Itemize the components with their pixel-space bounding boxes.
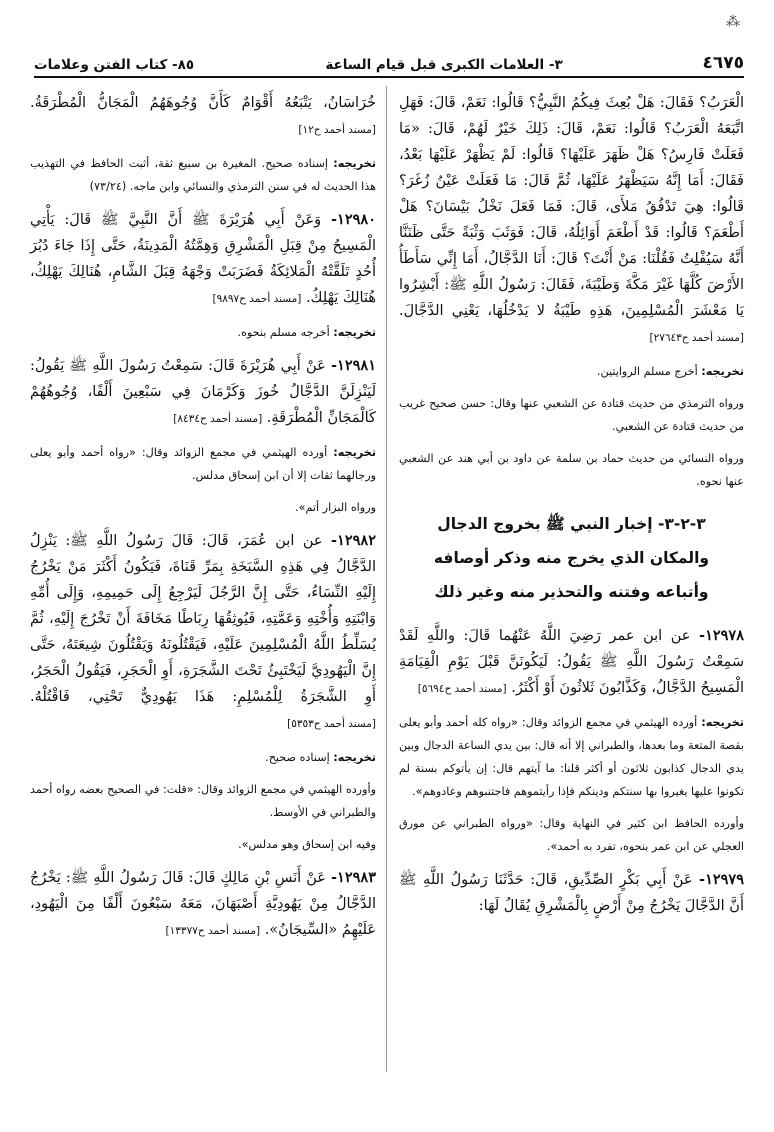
commentary-note: ورواه الترمذي من حديث قتادة عن الشعبي عنها وقال: حسن صحيح غريب من حديث قتادة عن الشعبي. — [399, 397, 744, 433]
hadith-text: عن ابن عمر رَضِيَ اللَّهُ عَنْهُما قَالَ: واللَّهِ لَقَدْ سَمِعْتُ رَسُولَ اللَّهِ ﷺ يَقُولُ: لَيَكُونَنَّ قَبْلَ يَوْمِ الْقِيَامَةِ الْمَسِيحُ الدَّجَّالُ، وَكَذَّابُونَ ثَلاثُونَ أَوْ أَكْثَرُ. — [399, 628, 744, 696]
takhrij-label: تخريجه: — [333, 446, 376, 459]
hadith-number: ١٢٩٨٠- — [331, 211, 376, 228]
takhrij-note — [30, 152, 376, 198]
hadith-number: ١٢٩٨٣- — [331, 869, 376, 886]
hadith-citation: [مسند أحمد ح١٣٣٧٧] — [165, 925, 261, 937]
hadith-text: الْعَرَبُ؟ فَقَالَ: هَلْ بُعِثَ فِيكُمُ النَّبِيُّ؟ قَالُوا: نَعَمْ، قَالَ: فَهَلِ اتَّبَعَهُ الْعَرَبُ؟ قَالُوا: نَعَمْ، قَالَ: ذَلِكَ خَيْرٌ لَهُمْ، قَالَ: «مَا فَعَلَتْ فَارِسُ؟ هَلْ ظَهَرَ عَلَيْهَا؟ قَالُوا: لَمْ يَظْهَرْ عَلَيْهَا بَعْدُ، فَقَالَ: أَمَا إِنَّهُ سَيَظْهَرُ عَلَيْهَا، ثُمَّ قَالَ: مَا فَعَلَتْ عَيْنُ زُغَرَ؟ قَالُوا: هِيَ تَدْفُقُ مَلأَى، قَالَ: فَمَا فَعَلَ نَخْلُ بَيْسَانَ؟ هَلْ أَطْعَمَ؟ قَالُوا: قَدْ أَطْعَمَ أَوَائِلُهُ، قَالَ: فَوَثَبَ وَثْبَةً حَتَّى ظَنَنَّا أَنَّهُ سَيُفْلِتُ فَقُلْنَا: مَنْ أَنْتَ؟ قَالَ: أَنَا الدَّجَّالُ، أَمَا إِنِّي سَأَطَأُ الأَرْضَ كُلَّهَا غَيْرَ مَكَّةَ وَطَيْبَةَ، فَقَالَ: رَسُولُ اللَّهِ ﷺ: أَبْشِرُوا يَا مَعْشَرَ الْمُسْلِمِينَ، هَذِهِ طَيْبَةُ لا يَدْخُلُهَا، يَعْنِي الدَّجَّالَ. — [399, 95, 744, 319]
commentary-note: وأورده الهيثمي في مجمع الزوائد وقال: «قلت: في الصحيح بعضه رواه أحمد والطبراني في الأوسط. — [30, 783, 376, 819]
hadith-text: عن ابن عُمَرَ، قَالَ: قَالَ رَسُولُ اللَّهِ ﷺ: يَنْزِلُ الدَّجَّالُ فِي هَذِهِ السَّبَخَةِ بِمَرِّ قَنَاةَ، فَيَكُونُ أَكْثَرَ مَنْ يَخْرُجُ إِلَيْهِ النِّسَاءُ، حَتَّى إِنَّ الرَّجُلَ لَيَرْجِعُ إِلَى حَمِيمِهِ، وَإِلَى أُمِّهِ وَابْنَتِهِ وَأُخْتِهِ وَعَمَّتِهِ، فَيُوثِقُهَا رِبَاطًا مَخَافَةَ أَنْ تَخْرُجَ إِلَيْهِ، ثُمَّ يُسَلِّطُ اللَّهُ الْمُسْلِمِينَ عَلَيْهِ، فَيَقْتُلُونَهُ وَيَقْتُلُونَ شِيعَتَهُ، حَتَّى إِنَّ الْيَهُودِيَّ لَيَخْتَبِئُ تَحْتَ الشَّجَرَةِ، أَوِ الْحَجَرِ، فَيَقُولُ الْحَجَرُ، أَوِ الشَّجَرَةُ لِلْمُسْلِمِ: هَذَا يَهُودِيٌّ تَحْتِي، فَاقْتُلْهُ. — [30, 533, 376, 705]
column-divider — [386, 86, 387, 1072]
hadith-continuation — [399, 90, 744, 351]
takhrij-label: تخريجه: — [701, 365, 744, 378]
takhrij-note — [399, 711, 744, 803]
hadith-citation: [مسند أحمد ح٥٦٩٤] — [417, 683, 507, 695]
commentary-note: وفيه ابن إسحاق وهو مدلس». — [238, 838, 376, 851]
hadith-number: ١٢٩٧٨- — [699, 627, 745, 644]
hadith-number: ١٢٩٨٢- — [331, 532, 376, 549]
chapter-title: ٣- العلامات الكبرى قبل قيام الساعة — [325, 57, 563, 73]
hadith-text: عَنْ أَبِي بَكْرٍ الصِّدِّيقِ، قَالَ: حَدَّثَنَا رَسُولُ اللَّهِ ﷺ أَنَّ الدَّجَّالَ يَخْرُجُ مِنْ أَرْضٍ بِالْمَشْرِقِ يُقَالُ لَهَا: — [399, 872, 744, 914]
hadith-text: وَعَنْ أَبِي هُرَيْرَةَ ﷺ أَنَّ النَّبِيَّ ﷺ قَالَ: يَأْتِي الْمَسِيحُ مِنْ قِبَلِ الْمَشْرِقِ وَهِمَّتُهُ الْمَدِينَةُ، حَتَّى إِذَا جَاءَ دُبُرَ أُحُدٍ تَلَقَّتْهُ الْمَلائِكَةُ فَضَرَبَتْ وَجْهَهُ قِبَلَ الشَّامِ، هُنَالِكَ يَهْلِكُ، هُنَالِكَ يَهْلِكُ. — [30, 212, 376, 306]
hadith-text: خُرَاسَانُ، يَتْبَعُهُ أَقْوَامٌ كَأَنَّ وُجُوهَهُمُ الْمَجَانُّ الْمُطْرَقَةُ. — [30, 95, 376, 111]
hadith-citation: [مسند أحمد ح٢٧٦٤٣] — [649, 332, 744, 344]
commentary-note: ورواه النسائي من حديث حماد بن سلمة عن داود بن أبي هند عن الشعبي عنها نحوه. — [399, 452, 744, 488]
section-heading-line: والمكان الذي يخرج منه وذكر أوصافه — [433, 549, 710, 567]
corner-mark: ⁂ — [726, 14, 740, 30]
takhrij-label: تخريجه: — [333, 326, 376, 339]
hadith-12981 — [30, 353, 376, 432]
takhrij-text: إسناده صحيح. — [265, 751, 330, 764]
hadith-text: عَنْ أَنَسِ بْنِ مَالِكٍ قَالَ: قَالَ رَسُولُ اللَّهِ ﷺ: يَخْرُجُ الدَّجَّالُ مِنْ يَهُودِيَّةِ أَصْبَهَانَ، مَعَهُ سَبْعُونَ أَلْفًا مِنَ الْيَهُودِ، عَلَيْهِمُ «السِّيجَانُ». — [30, 870, 376, 938]
hadith-number: ١٢٩٨١- — [331, 357, 376, 374]
section-heading — [399, 507, 744, 609]
takhrij-label: تخريجه: — [333, 751, 376, 764]
hadith-number: ١٢٩٧٩- — [699, 871, 745, 888]
takhrij-note — [30, 746, 376, 769]
takhrij-text: إسناده صحيح. المغيرة بن سبيع ثقة، أثبت الحافظ في التهذيب هذا الحديث له في سنن الترمذي والنسائي وابن ماجه. (٧٣/٢٤) — [30, 157, 376, 193]
takhrij-text: أورده الهيثمي في مجمع الزوائد وقال: «رواه كله أحمد وأبو يعلى بقصة المتعة وما بعدها، والطبراني إلا أنه قال: بين يدي الساعة الدجال وبين يدي الدجال كذابون ثلاثون أو أكثر قلنا: ما آيتهم قال: إن يأتوكم بسنة لم تكونوا عليها يغيروا بها سنتكم ودينكم فإذا رأيتموهم فاجتنبوهم وعادوهم». — [399, 716, 744, 798]
commentary-note: ورواه البزار أتم». — [295, 501, 376, 514]
hadith-12982 — [30, 528, 376, 737]
hadith-continuation — [30, 90, 376, 143]
takhrij-note — [399, 360, 744, 383]
hadith-citation: [مسند أحمد ح٨٤٣٤] — [173, 413, 263, 425]
takhrij-note — [30, 441, 376, 487]
hadith-citation: [مسند أحمد ح٩٨٩٧] — [212, 293, 302, 305]
takhrij-label: تخريجه: — [701, 716, 744, 729]
hadith-12983 — [30, 865, 376, 944]
commentary-note: وأورده الحافظ ابن كثير في النهاية وقال: «ورواه الطبراني عن مورق العجلي عن ابن عمر بنحوه، تفرد به أحمد». — [399, 817, 744, 853]
section-heading-line: وأتباعه وفتنه والتحذير منه وغير ذلك — [434, 583, 709, 601]
hadith-12978 — [399, 623, 744, 702]
page-number: ٤٦٧٥ — [702, 53, 744, 73]
hadith-12980 — [30, 207, 376, 312]
hadith-citation: [مسند أحمد ح٥٣٥٣] — [287, 718, 376, 730]
running-header — [34, 48, 744, 78]
hadith-12979 — [399, 867, 744, 919]
right-column — [399, 90, 744, 1092]
hadith-citation: [مسند أحمد ح١٢] — [298, 124, 376, 136]
takhrij-label: تخريجه: — [333, 157, 376, 170]
takhrij-text: أورده الهيثمي في مجمع الزوائد وقال: «رواه أحمد وأبو يعلى ورجالهما ثقات إلا أن ابن إسحاق مدلس. — [30, 446, 376, 482]
book-title: ٨٥- كتاب الفتن وعلامات — [34, 57, 195, 73]
hadith-text: عَنْ أَبِي هُرَيْرَةَ قَالَ: سَمِعْتُ رَسُولَ اللَّهِ ﷺ يَقُولُ: لَيَنْزِلَنَّ الدَّجَّالُ خُوزَ وَكَرْمَانَ فِي سَبْعِينَ أَلْفًا، وُجُوهُهُمْ كَالْمَجَانِّ الْمُطْرَقَةِ. — [30, 358, 376, 426]
section-heading-line: ٣-٢-٣- إخبار النبي ﷺ بخروج الدجال — [437, 515, 706, 533]
takhrij-text: أخرجه مسلم بنحوه. — [237, 326, 330, 339]
takhrij-note — [30, 321, 376, 344]
takhrij-text: أخرج مسلم الروايتين. — [596, 365, 698, 378]
left-column — [30, 90, 376, 1092]
